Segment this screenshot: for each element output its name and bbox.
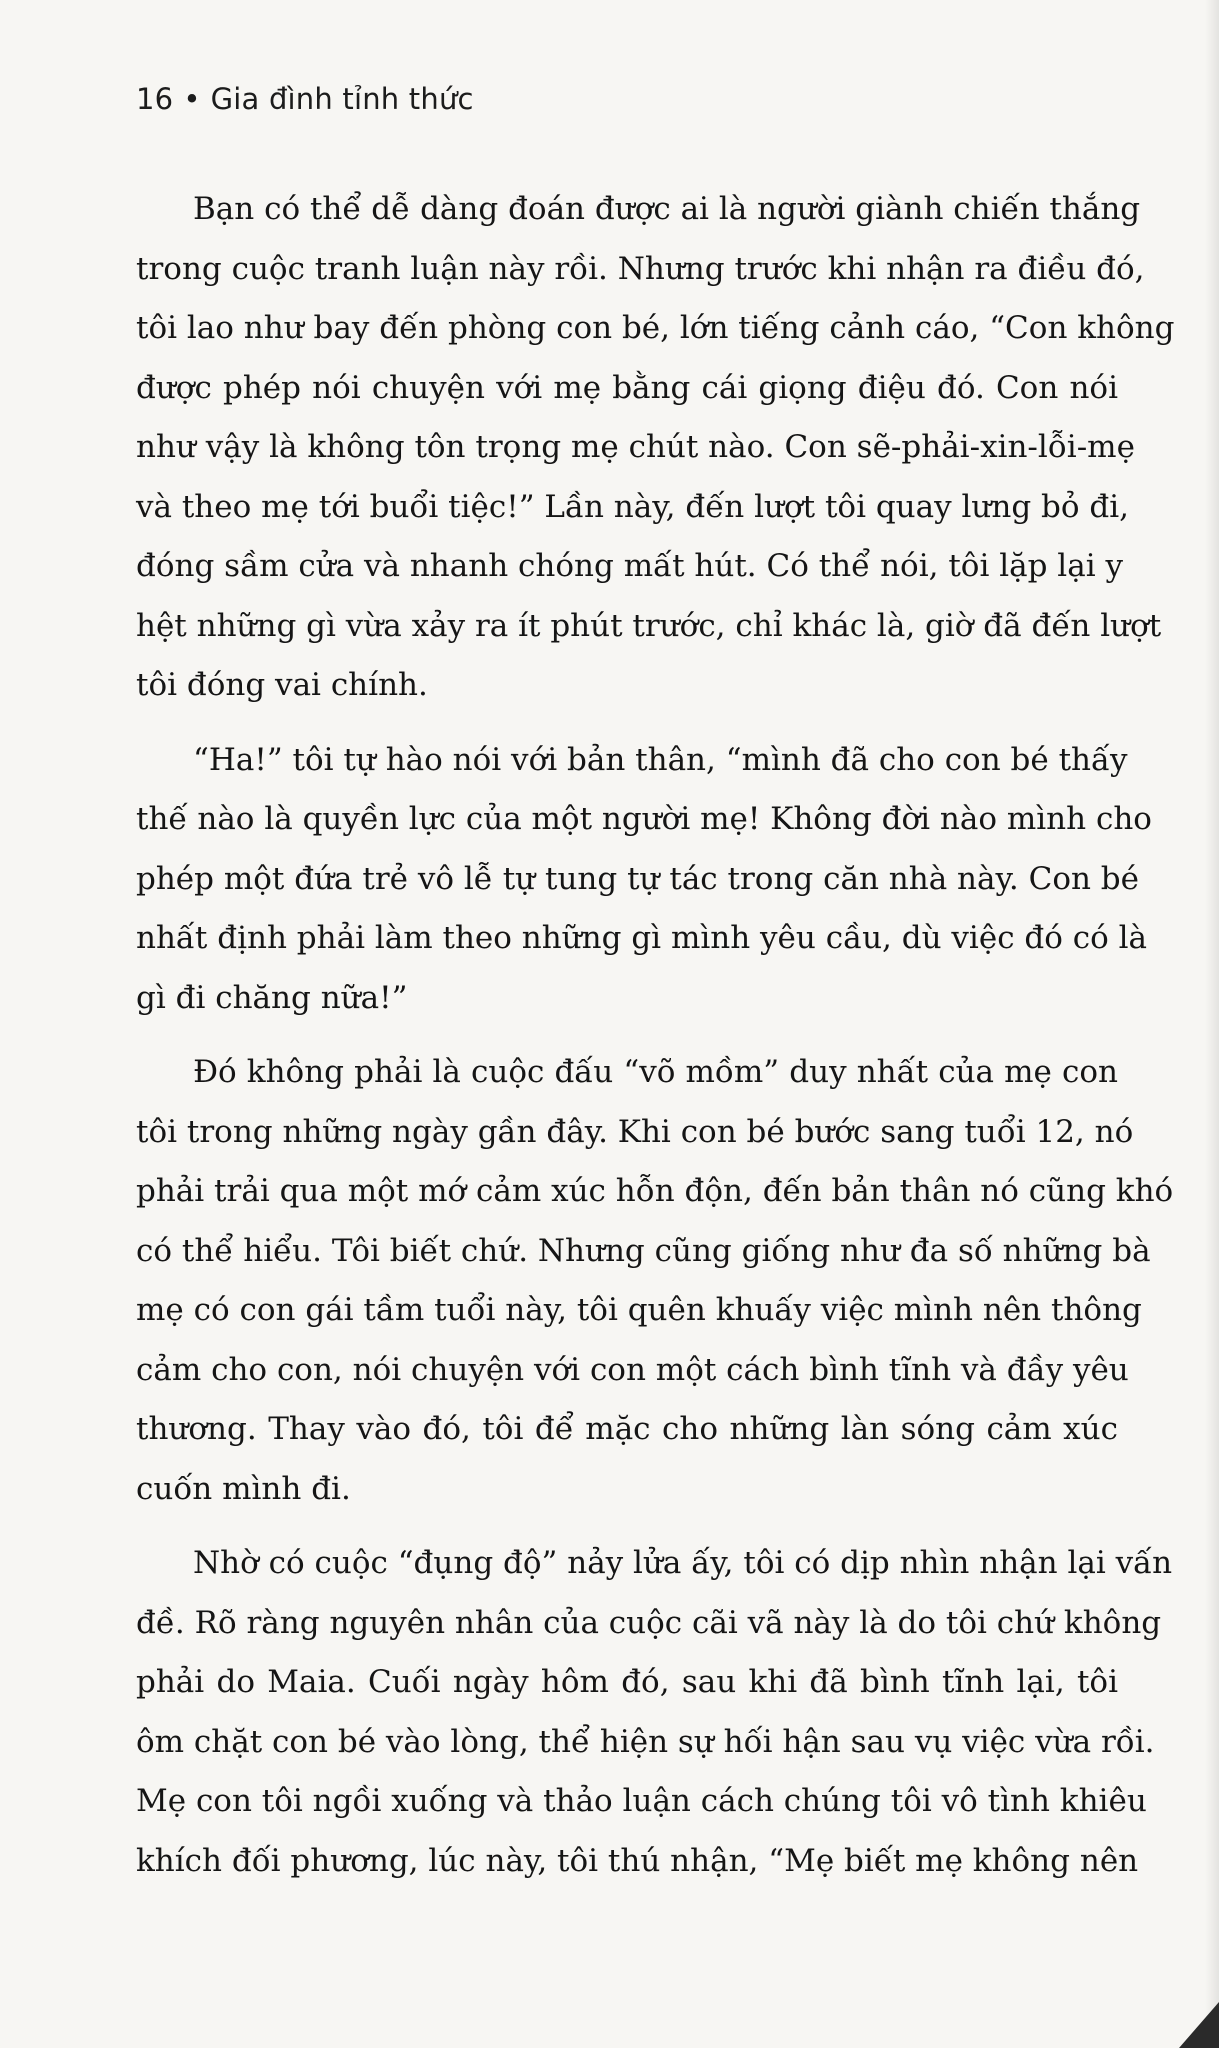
text-line: nhất định phải làm theo những gì mình yêu cầu, dù việc đó có là [136,920,1148,956]
text-line: Mẹ con tôi ngồi xuống và thảo luận cách chúng tôi vô tình khiêu [136,1783,1147,1819]
text-line: cảm cho con, nói chuyện với con một cách bình tĩnh và đầy yêu [136,1351,1129,1388]
text-line: được phép nói chuyện với mẹ bằng cái giọng điệu đó. Con nói [136,369,1118,406]
text-line: và theo mẹ tới buổi tiệc!” Lần này, đến lượt tôi quay lưng bỏ đi, [136,488,1130,525]
text-line: Bạn có thể dễ dàng đoán được ai là người giành chiến thắng [193,191,1141,227]
text-line: khích đối phương, lúc này, tôi thú nhận, “Mẹ biết mẹ không nên [136,1842,1139,1879]
text-line: có thể hiểu. Tôi biết chứ. Nhưng cũng giống như đa số những bà [136,1232,1151,1269]
text-line: phải trải qua một mớ cảm xúc hỗn độn, đến bản thân nó cũng khó [136,1173,1174,1209]
text-line: tôi lao như bay đến phòng con bé, lớn tiếng cảnh cáo, “Con không [136,310,1175,346]
paragraph [136,1043,1174,1519]
running-header [136,82,474,116]
text-line: phép một đứa trẻ vô lễ tự tung tự tác trong căn nhà này. Con bé [136,860,1139,897]
book-title: Gia đình tỉnh thức [210,82,474,116]
text-line: Nhờ có cuộc “đụng độ” nảy lửa ấy, tôi có dịp nhìn nhận lại vấn [193,1545,1173,1581]
body-text [136,180,1175,1906]
text-line: cuốn mình đi. [136,1470,351,1507]
text-line: tôi trong những ngày gần đây. Khi con bé bước sang tuổi 12, nó [136,1113,1134,1150]
page-edge-shadow [1205,0,1219,2048]
paragraph [136,731,1152,1029]
text-line: hệt những gì vừa xảy ra ít phút trước, chỉ khác là, giờ đã đến lượt [136,607,1162,644]
text-line: thương. Thay vào đó, tôi để mặc cho những làn sóng cảm xúc [136,1411,1118,1447]
text-line: đề. Rõ ràng nguyên nhân của cuộc cãi vã này là do tôi chứ không [136,1604,1162,1641]
text-line: ôm chặt con bé vào lòng, thể hiện sự hối hận sau vụ việc vừa rồi. [136,1723,1155,1760]
paragraph [136,1534,1173,1891]
text-line: gì đi chăng nữa!” [136,979,408,1016]
page-corner-mark [1179,2002,1219,2048]
paragraph [136,180,1175,716]
text-line: tôi đóng vai chính. [136,667,428,703]
text-line: “Ha!” tôi tự hào nói với bản thân, “mình đã cho con bé thấy [193,741,1128,778]
text-line: như vậy là không tôn trọng mẹ chút nào. Con sẽ-phải-xin-lỗi-mẹ [136,429,1135,465]
text-line: mẹ có con gái tầm tuổi này, tôi quên khuấy việc mình nên thông [136,1292,1142,1328]
text-line: đóng sầm cửa và nhanh chóng mất hút. Có thể nói, tôi lặp lại y [136,548,1123,584]
text-line: trong cuộc tranh luận này rồi. Nhưng trước khi nhận ra điều đó, [136,250,1145,287]
header-separator: • [183,82,201,116]
text-line: Đó không phải là cuộc đấu “võ mồm” duy nhất của mẹ con [193,1054,1118,1090]
page-number: 16 [136,82,174,116]
text-line: phải do Maia. Cuối ngày hôm đó, sau khi đã bình tĩnh lại, tôi [136,1664,1118,1700]
text-line: thế nào là quyền lực của một người mẹ! Không đời nào mình cho [136,801,1152,837]
